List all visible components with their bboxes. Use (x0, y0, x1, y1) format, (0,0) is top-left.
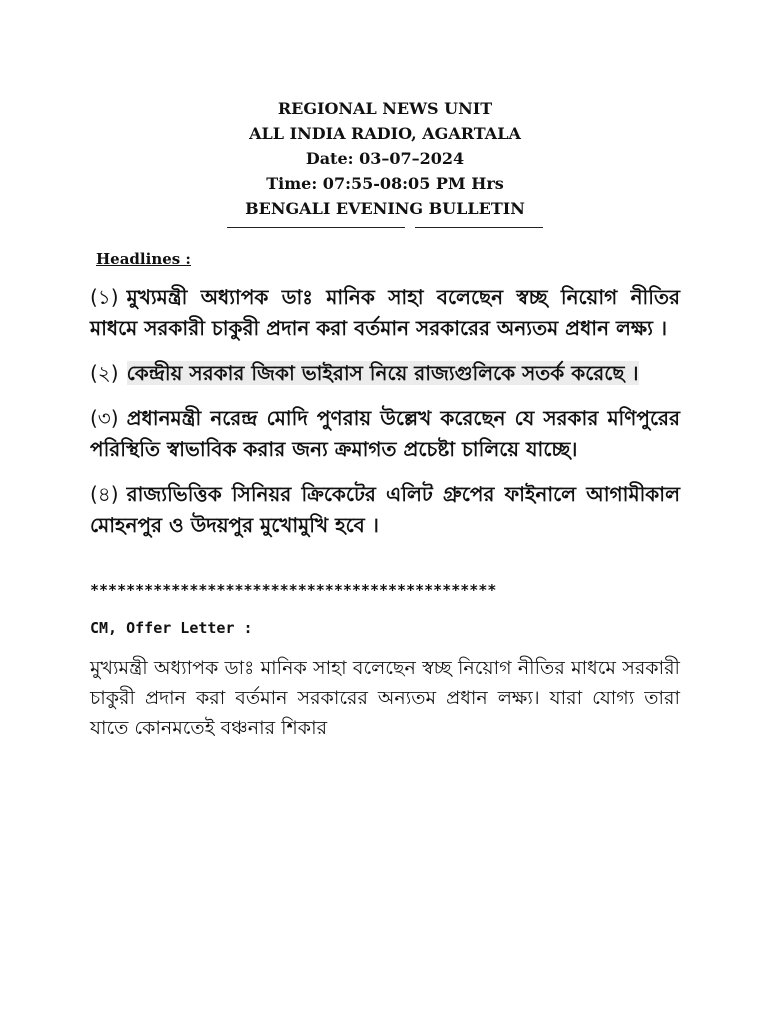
headline-number: (২) (90, 361, 119, 385)
headline-number: (১) (90, 285, 119, 309)
headline-item (90, 358, 680, 389)
headline-text: প্রধানমন্ত্রী নরেন্দ্র মোদি পুণরায় উল্লেখ করেছেন যে সরকার মণিপুরের পরিস্থিতি স্বাভাবিক করার জন্য ক্রমাগত প্রচেষ্টা চালিয়ে যাচ্ছে। (90, 406, 680, 461)
star-separator: ********************************************* (90, 581, 497, 599)
bulletin-date: Date: 03–07–2024 (305, 149, 465, 168)
header-rule-left (227, 223, 405, 228)
bulletin-title: BENGALI EVENING BULLETIN (245, 199, 525, 218)
bulletin-time: Time: 07:55-08:05 PM Hrs (266, 174, 504, 193)
headlines-label: Headlines : (96, 250, 191, 268)
headline-text: রাজ্যভিত্তিক সিনিয়র ক্রিকেটের এলিট গ্রুপের ফাইনালে আগামীকাল মোহনপুর ও উদয়পুর মুখোমুখি হবে । (90, 482, 680, 537)
headline-text-highlighted: কেন্দ্রীয় সরকার জিকা ভাইরাস নিয়ে রাজ্যগুলিকে সতর্ক করেছে । (126, 361, 639, 385)
headline-item (90, 403, 680, 465)
story-body: মুখ্যমন্ত্রী অধ্যাপক ডাঃ মানিক সাহা বলেছেন স্বচ্ছ নিয়োগ নীতির মাধমে সরকারী চাকুরী প্রদান করা বর্তমান সরকারের অন্যতম প্রধান লক্ষ্য। যারা যোগ্য তারা যাতে কোনমতেই বঞ্চনার শিকার (90, 657, 680, 739)
story-title: CM, Offer Letter : (90, 619, 253, 637)
header-rule-right (415, 223, 543, 228)
bulletin-header (90, 0, 680, 228)
header-rule (90, 223, 680, 228)
headline-number: (৩) (90, 406, 119, 430)
unit-name: REGIONAL NEWS UNIT (277, 99, 493, 118)
headline-item (90, 479, 680, 541)
station-name: ALL INDIA RADIO, AGARTALA (249, 124, 521, 143)
headline-item (90, 282, 680, 344)
headline-text: মুখ্যমন্ত্রী অধ্যাপক ডাঃ মানিক সাহা বলেছেন স্বচ্ছ নিয়োগ নীতির মাধমে সরকারী চাকুরী প্রদান করা বর্তমান সরকারের অন্যতম প্রধান লক্ষ্য । (90, 285, 680, 340)
headline-number: (৪) (90, 482, 119, 506)
